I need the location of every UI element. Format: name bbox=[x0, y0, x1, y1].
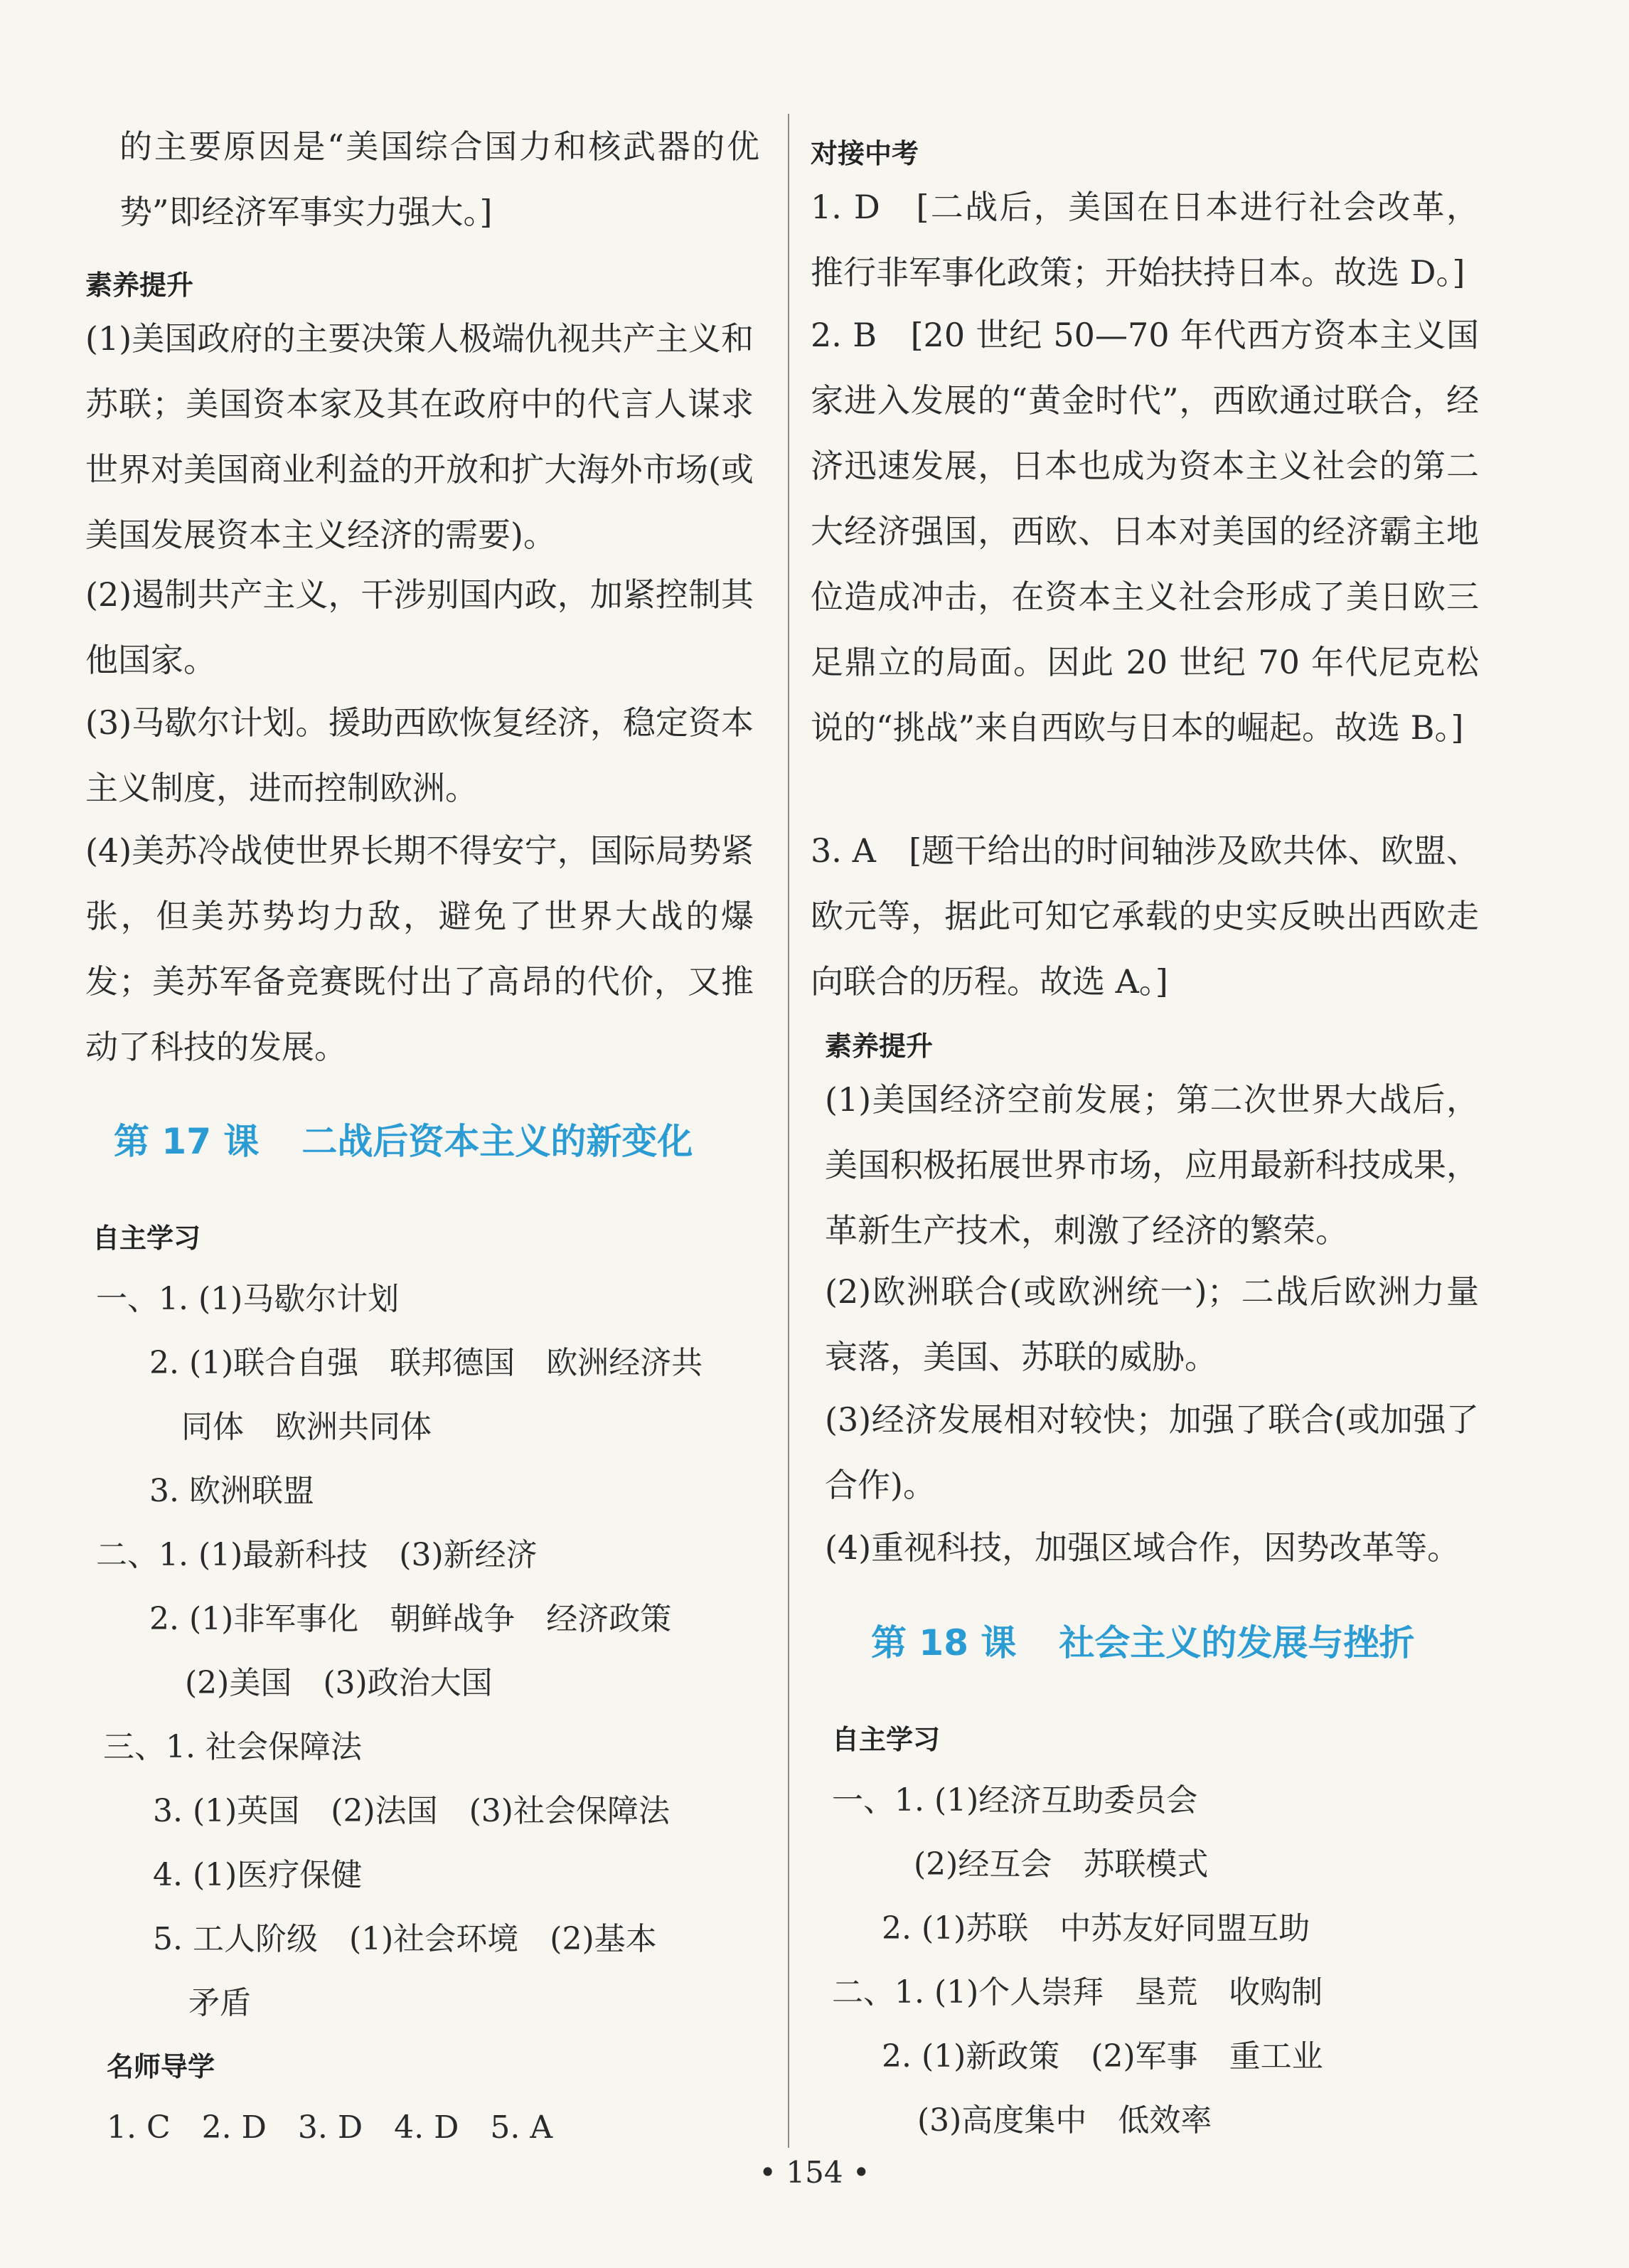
lesson-title: 社会主义的发展与挫折 bbox=[1059, 1622, 1415, 1663]
answer-paragraph-1: (1)美国经济空前发展；第二次世界大战后，美国积极拓展世界市场，应用最新科技成果，革新生产技术，刺激了经济的繁荣。 bbox=[825, 1080, 1479, 1250]
list-item: (2)经互会 苏联模式 bbox=[914, 1846, 1209, 1883]
continued-answer: 的主要原因是“美国综合国力和核武器的优势”即经济军事实力强大。] bbox=[119, 127, 759, 231]
answer-paragraph-3: (3)经济发展相对较快；加强了联合(或加强了合作)。 bbox=[825, 1400, 1479, 1504]
list-item: 一、1. (1)经济互助委员会 bbox=[832, 1782, 1198, 1819]
list-item: 同体 欧洲共同体 bbox=[181, 1409, 432, 1445]
list-item: 二、1. (1)个人崇拜 垦荒 收购制 bbox=[832, 1974, 1323, 2011]
list-item: 5. 工人阶级 (1)社会环境 (2)基本 bbox=[153, 1921, 657, 1957]
list-item: 2. (1)联合自强 联邦德国 欧洲经济共 bbox=[149, 1345, 703, 1381]
list-item: 一、1. (1)马歇尔计划 bbox=[96, 1281, 400, 1317]
answer-paragraph-2: (2)遏制共产主义，干涉别国内政，加紧控制其他国家。 bbox=[85, 575, 754, 679]
list-item: 二、1. (1)最新科技 (3)新经济 bbox=[96, 1537, 538, 1573]
lesson-18-heading bbox=[871, 1614, 1414, 1666]
list-item: (2)美国 (3)政治大国 bbox=[185, 1665, 493, 1701]
lesson-number: 第 17 课 bbox=[114, 1121, 260, 1162]
section-heading-zizhu: 自主学习 bbox=[832, 1724, 941, 1755]
column-divider bbox=[788, 114, 789, 2148]
page-number: • 154 • bbox=[759, 2155, 870, 2190]
section-heading-mingshi: 名师导学 bbox=[107, 2051, 215, 2082]
answer-row: 1. C 2. D 3. D 4. D 5. A bbox=[107, 2109, 553, 2146]
answer-paragraph-4: (4)重视科技，加强区域合作，因势改革等。 bbox=[825, 1528, 1460, 1567]
list-item: 2. (1)新政策 (2)军事 重工业 bbox=[882, 2038, 1323, 2075]
list-item: 2. (1)非军事化 朝鲜战争 经济政策 bbox=[149, 1601, 672, 1637]
lesson-number: 第 18 课 bbox=[871, 1622, 1017, 1663]
answer-paragraph-1: (1)美国政府的主要决策人极端仇视共产主义和苏联；美国资本家及其在政府中的代言人谋求世界对美国商业利益的开放和扩大海外市场(或美国发展资本主义经济的需要)。 bbox=[85, 319, 754, 554]
list-item: 矛盾 bbox=[188, 1985, 251, 2021]
section-heading-duijie: 对接中考 bbox=[811, 138, 919, 169]
answer-2: 2. B [20 世纪 50—70 年代西方资本主义国家进入发展的“黄金时代”，西欧通过联合，经济迅速发展，日本也成为资本主义社会的第二大经济强国，西欧、日本对美国的经济霸主地位造成冲击，在资本主义社会形成了美日欧三足鼎立的局面。因此 20 世纪 70 年代尼克松说的“挑战”来自西欧与日本的崛起。故选 B。] bbox=[811, 316, 1479, 747]
answer-3: 3. A [题干给出的时间轴涉及欧共体、欧盟、欧元等，据此可知它承载的史实反映出西欧走向联合的历程。故选 A。] bbox=[811, 831, 1479, 1001]
answer-paragraph-2: (2)欧洲联合(或欧洲统一)；二战后欧洲力量衰落，美国、苏联的威胁。 bbox=[825, 1272, 1479, 1376]
lesson-17-heading bbox=[114, 1113, 693, 1164]
list-item: 三、1. 社会保障法 bbox=[103, 1729, 362, 1765]
answer-paragraph-3: (3)马歇尔计划。援助西欧恢复经济，稳定资本主义制度，进而控制欧洲。 bbox=[85, 703, 754, 807]
list-item: 3. 欧洲联盟 bbox=[149, 1473, 314, 1509]
lesson-title: 二战后资本主义的新变化 bbox=[301, 1121, 693, 1162]
list-item: 4. (1)医疗保健 bbox=[153, 1857, 363, 1893]
section-heading-suyang: 素养提升 bbox=[85, 270, 194, 301]
list-item: (3)高度集中 低效率 bbox=[917, 2102, 1212, 2139]
list-item: 3. (1)英国 (2)法国 (3)社会保障法 bbox=[153, 1793, 670, 1829]
answer-1: 1. D [二战后，美国在日本进行社会改革，推行非军事化政策；开始扶持日本。故选 D。] bbox=[811, 188, 1479, 292]
section-heading-zizhu: 自主学习 bbox=[92, 1223, 201, 1254]
section-heading-suyang: 素养提升 bbox=[825, 1031, 934, 1062]
answer-paragraph-4: (4)美苏冷战使世界长期不得安宁，国际局势紧张，但美苏势均力敌，避免了世界大战的爆发；美苏军备竞赛既付出了高昂的代价，又推动了科技的发展。 bbox=[85, 831, 754, 1066]
list-item: 2. (1)苏联 中苏友好同盟互助 bbox=[882, 1910, 1310, 1947]
